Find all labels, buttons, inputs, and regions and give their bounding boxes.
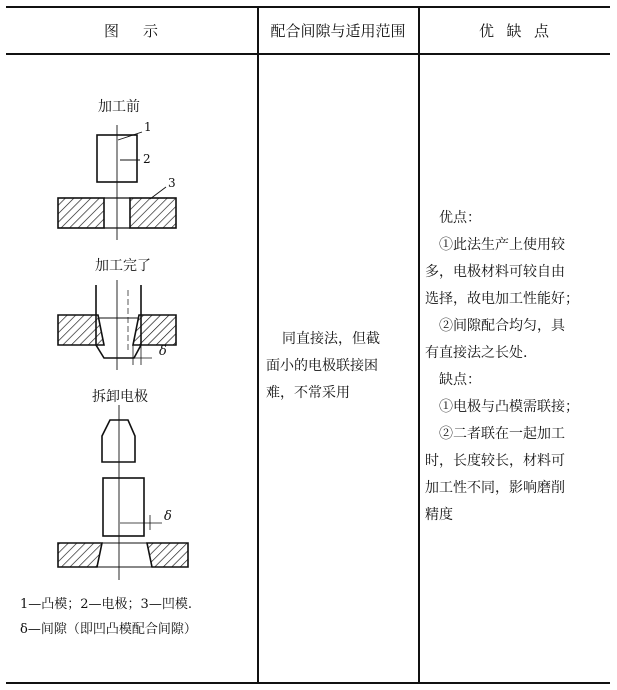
punch (103, 478, 144, 536)
die-right-done (133, 315, 176, 345)
clearance-line-1: 同直接法，但截 (282, 331, 380, 347)
pro-2-line-1: ②间隙配合均匀，具 (439, 318, 565, 334)
die-left-detach (58, 543, 102, 567)
con-1-line-1: ①电极与凸模需联接； (439, 399, 579, 415)
header-figure-text: 图 示 (103, 21, 160, 40)
stage-before-figure (58, 125, 176, 240)
cons-title: 缺点： (439, 372, 481, 388)
die-left-done (58, 315, 104, 345)
con-2-line-4: 精度 (425, 507, 453, 523)
header-pros-cons-text: 优 缺 点 (478, 21, 551, 40)
electrode-detached (102, 420, 135, 462)
leader-3 (150, 187, 166, 199)
con-2-line-3: 加工性不同，影响磨削 (425, 480, 565, 496)
delta-label-2: δ (164, 509, 172, 524)
pros-title: 优点： (439, 210, 481, 226)
con-2-line-2: 时，长度较长，材料可 (425, 453, 565, 469)
clearance-text (266, 326, 412, 407)
pro-1-line-1: ①此法生产上使用较 (439, 237, 565, 253)
figure-caption (20, 592, 197, 642)
callout-3: 3 (168, 176, 176, 190)
delta-label-1: δ (159, 344, 167, 359)
header-clearance-text: 配合间隙与适用范围 (270, 21, 406, 40)
clearance-line-3: 难，不常采用 (266, 385, 350, 401)
caption-line-1: 1—凸模；2—电极；3—凹模. (20, 597, 192, 612)
con-2-line-1: ②二者联在一起加工 (439, 426, 565, 442)
caption-line-2: δ—间隙（即凹凸模配合间隙） (20, 622, 197, 637)
electrode-done (96, 285, 141, 358)
pro-2-line-2: 有直接法之长处. (425, 345, 528, 361)
callout-2: 2 (143, 152, 151, 166)
pros-cons-text (425, 205, 610, 529)
die-left-before (58, 198, 104, 228)
die-right-before (130, 198, 176, 228)
die-right-detach (147, 543, 188, 567)
pro-1-line-2: 多，电极材料可较自由 (425, 264, 565, 280)
clearance-line-2: 面小的电极联接困 (266, 358, 378, 374)
stage-detach-figure (58, 405, 188, 580)
label-before: 加工前 (98, 99, 140, 115)
label-done: 加工完了 (95, 258, 151, 274)
pro-1-line-3: 选择，故电加工性能好； (425, 291, 579, 307)
label-detach: 拆卸电极 (92, 389, 148, 405)
callout-1: 1 (144, 120, 152, 134)
